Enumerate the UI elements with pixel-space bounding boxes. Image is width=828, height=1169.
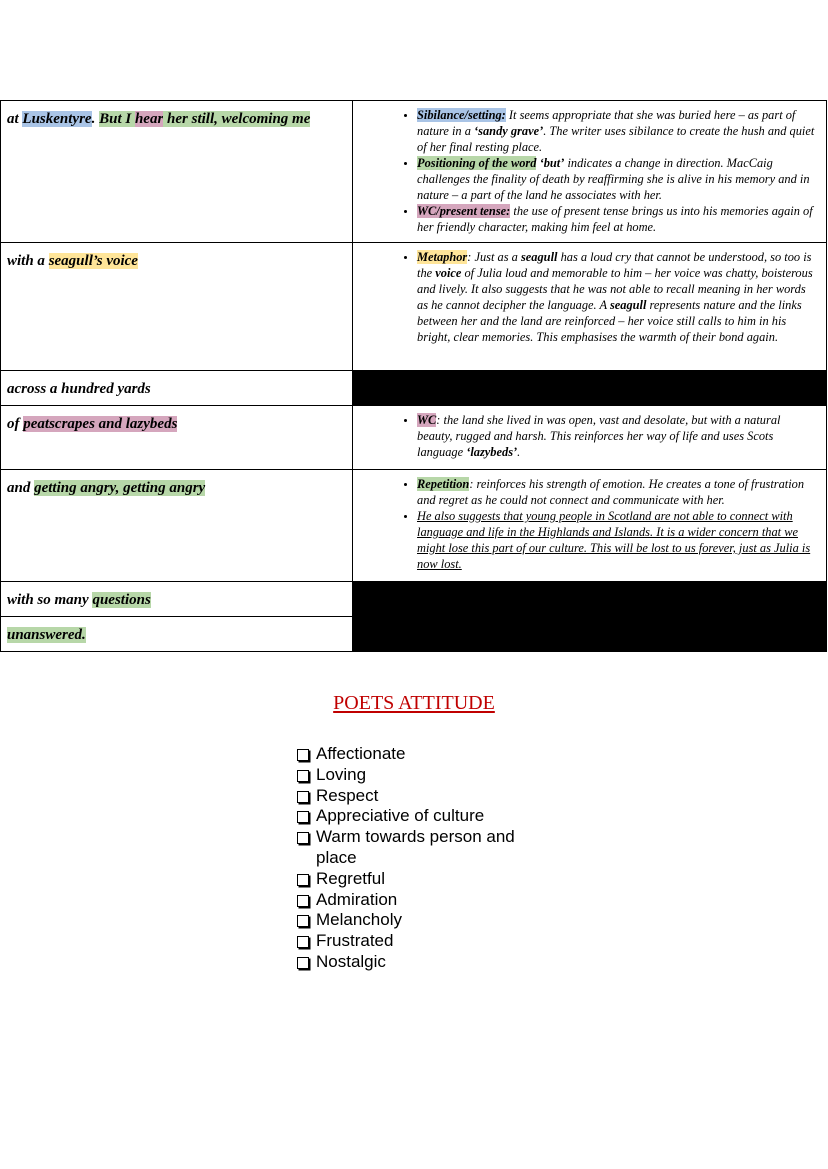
poem-line-cell: unanswered.: [1, 617, 353, 652]
attitude-checklist: [296, 744, 556, 973]
analysis-cell: [353, 101, 827, 243]
table-row: [1, 371, 827, 406]
list-item: • WC: the land she lived in was open, vast and desolate, but with a natural beauty, rugged and harsh. This reinforces her way of life and uses Scots language ‘lazybeds’.: [417, 412, 818, 460]
poem-line-cell: of peatscrapes and lazybeds: [1, 406, 353, 470]
highlight-luskentyre: Luskentyre: [22, 111, 92, 127]
list-item: • Metaphor: Just as a seagull has a loud cry that cannot be understood, so too is the voice of Julia loud and memorable to him – her voice was chatty, boisterous and lively. It also suggests that he was not able to recall meaning in her words as he cannot decipher the language. A seagull represents nature and the links between her and the land are reinforced – her voice still calls to him in his bright, clear memories. This emphasises the warmth of their bond again.: [417, 249, 818, 345]
checkbox-icon: [297, 770, 309, 782]
poem-line-cell: and getting angry, getting angry: [1, 470, 353, 582]
empty-analysis-cell: [353, 582, 827, 652]
poem-line-cell: with a seagull’s voice: [1, 243, 353, 371]
list-item: • Positioning of the word ‘but’ indicates a change in direction. MacCaig challenges the finality of death by reaffirming she is alive in his memory and in nature – a part of the land he associates with her.: [417, 155, 818, 203]
analysis-cell: [353, 470, 827, 582]
list-item: Warm towards person and place: [296, 827, 556, 869]
analysis-cell: [353, 406, 827, 470]
list-item: • Repetition: reinforces his strength of emotion. He creates a tone of frustration and regret as he could not connect and communicate with her.: [417, 476, 818, 508]
list-item: • WC/present tense: the use of present tense brings us into his memories again of her friendly character, making him feel at home.: [417, 203, 818, 235]
list-item: Frustrated: [296, 931, 556, 952]
list-item: Admiration: [296, 890, 556, 911]
empty-analysis-cell: [353, 371, 827, 406]
table-row: [1, 243, 827, 371]
analysis-table: [0, 100, 827, 652]
list-item: Nostalgic: [296, 952, 556, 973]
poem-line-cell: with so many questions: [1, 582, 353, 617]
checkbox-icon: [297, 749, 309, 761]
checkbox-icon: [297, 874, 309, 886]
checkbox-icon: [297, 832, 309, 844]
list-item: Melancholy: [296, 910, 556, 931]
poem-line-cell: across a hundred yards: [1, 371, 353, 406]
list-item: • He also suggests that young people in Scotland are not able to connect with language and life in the Highlands and Islands. It is a wider concern that we might lose this part of our culture. This will be lost to us forever, just as Julia is now lost.: [417, 508, 818, 572]
table-row: [1, 470, 827, 582]
table-row: [1, 101, 827, 243]
checkbox-icon: [297, 791, 309, 803]
list-item: Affectionate: [296, 744, 556, 765]
list-item: Appreciative of culture: [296, 806, 556, 827]
table-row: [1, 582, 827, 617]
attitude-title: POETS ATTITUDE: [333, 692, 495, 714]
checkbox-icon: [297, 915, 309, 927]
analysis-cell: [353, 243, 827, 371]
list-item: Loving: [296, 765, 556, 786]
list-item: • Sibilance/setting: It seems appropriate that she was buried here – as part of nature in a ‘sandy grave’. The writer uses sibilance to create the hush and quiet of her final resting place.: [417, 107, 818, 155]
list-item: Regretful: [296, 869, 556, 890]
table-row: [1, 406, 827, 470]
checkbox-icon: [297, 895, 309, 907]
checkbox-icon: [297, 957, 309, 969]
poem-line-cell: at Luskentyre. But I hear her still, welcoming me: [1, 101, 353, 243]
checkbox-icon: [297, 936, 309, 948]
list-item: Respect: [296, 786, 556, 807]
checkbox-icon: [297, 811, 309, 823]
